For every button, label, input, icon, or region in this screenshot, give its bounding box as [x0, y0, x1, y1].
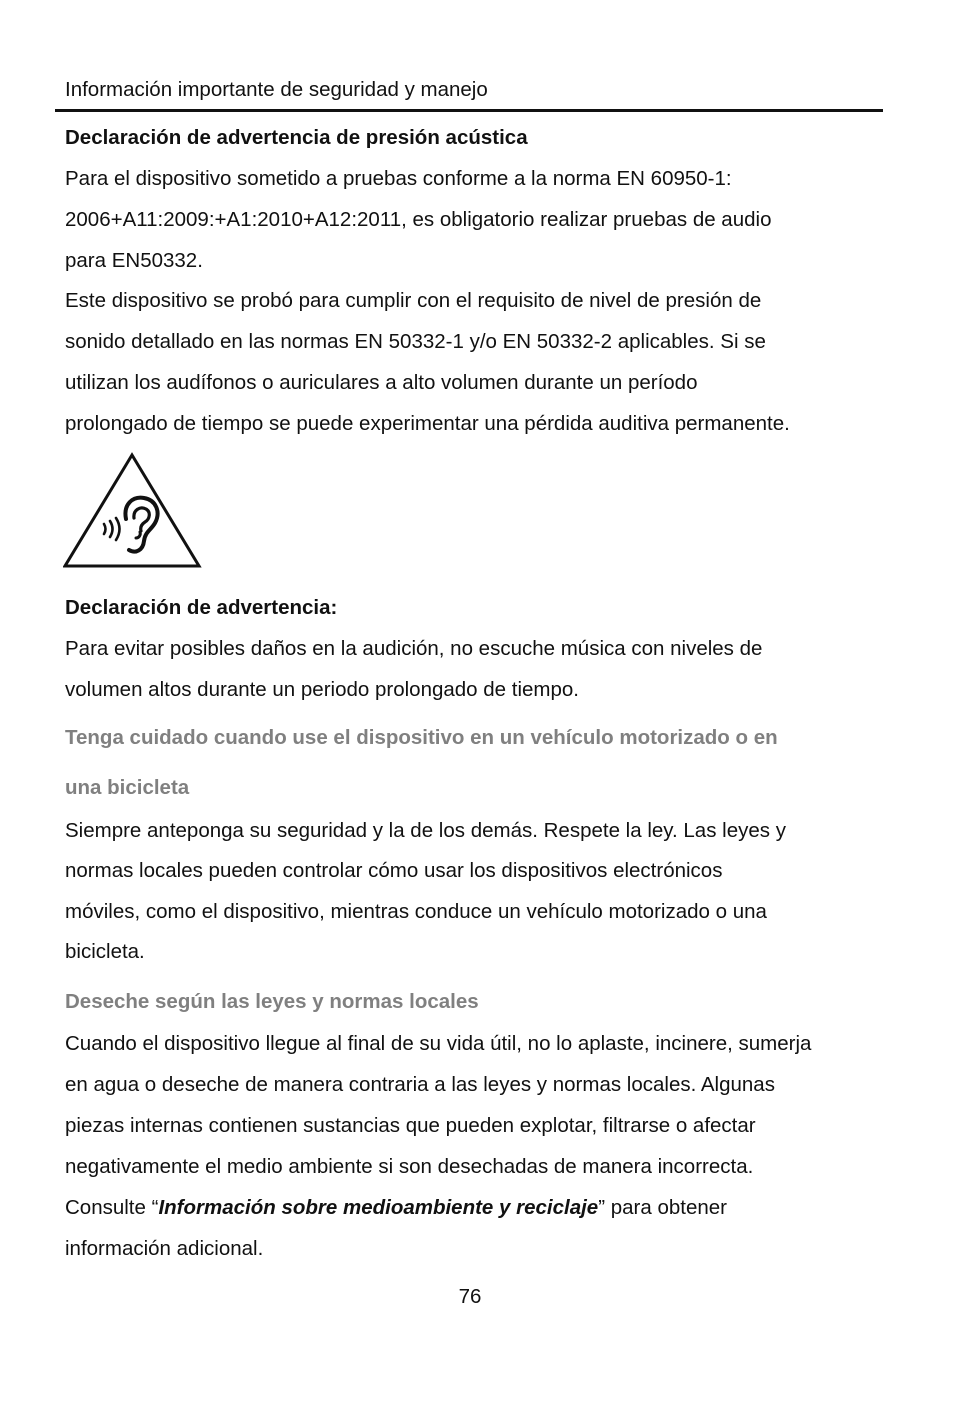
environment-recycling-reference: Información sobre medioambiente y reciclaje [158, 1196, 599, 1219]
paragraph-line: sonido detallado en las normas EN 50332-1 y/o EN 50332-2 aplicables. Si se [65, 330, 766, 353]
consult-prefix: Consulte “ [65, 1196, 159, 1219]
paragraph-line: utilizan los audífonos o auriculares a alto volumen durante un período [65, 371, 698, 394]
acoustic-heading: Declaración de advertencia de presión acústica [65, 126, 528, 149]
paragraph-line: información adicional. [65, 1237, 264, 1260]
paragraph-line: piezas internas contienen sustancias que pueden explotar, filtrarse o afectar [65, 1114, 756, 1137]
consult-suffix: ” para obtener [598, 1196, 727, 1219]
paragraph-line: Este dispositivo se probó para cumplir con el requisito de nivel de presión de [65, 289, 762, 312]
paragraph-line: Para el dispositivo sometido a pruebas conforme a la norma EN 60950-1: [65, 167, 732, 190]
consult-line [65, 1194, 727, 1222]
paragraph-line: Cuando el dispositivo llegue al final de su vida útil, no lo aplaste, incinere, sumerja [65, 1032, 812, 1055]
paragraph-line: para EN50332. [65, 249, 203, 272]
vehicle-heading-line: Tenga cuidado cuando use el dispositivo en un vehículo motorizado o en [65, 726, 778, 749]
paragraph-line: volumen altos durante un periodo prolongado de tiempo. [65, 678, 579, 701]
page-number: 76 [458, 1285, 482, 1308]
paragraph-line: bicicleta. [65, 940, 145, 963]
paragraph-line: normas locales pueden controlar cómo usar los dispositivos electrónicos [65, 859, 723, 882]
disposal-heading: Deseche según las leyes y normas locales [65, 990, 479, 1013]
vehicle-heading-line: una bicicleta [65, 776, 190, 799]
paragraph-line: Siempre anteponga su seguridad y la de los demás. Respete la ley. Las leyes y [65, 819, 786, 842]
paragraph-line: 2006+A11:2009:+A1:2010+A12:2011, es obligatorio realizar pruebas de audio [65, 208, 772, 231]
warning-heading: Declaración de advertencia: [65, 596, 338, 619]
paragraph-line: Para evitar posibles daños en la audición, no escuche música con niveles de [65, 637, 763, 660]
hearing-damage-warning-icon [63, 452, 203, 570]
paragraph-line: prolongado de tiempo se puede experimentar una pérdida auditiva permanente. [65, 412, 790, 435]
paragraph-line: negativamente el medio ambiente si son desechadas de manera incorrecta. [65, 1155, 754, 1178]
running-header: Información importante de seguridad y manejo [65, 78, 488, 101]
paragraph-line: en agua o deseche de manera contraria a las leyes y normas locales. Algunas [65, 1073, 775, 1096]
paragraph-line: móviles, como el dispositivo, mientras conduce un vehículo motorizado o una [65, 900, 767, 923]
header-rule [55, 109, 883, 112]
